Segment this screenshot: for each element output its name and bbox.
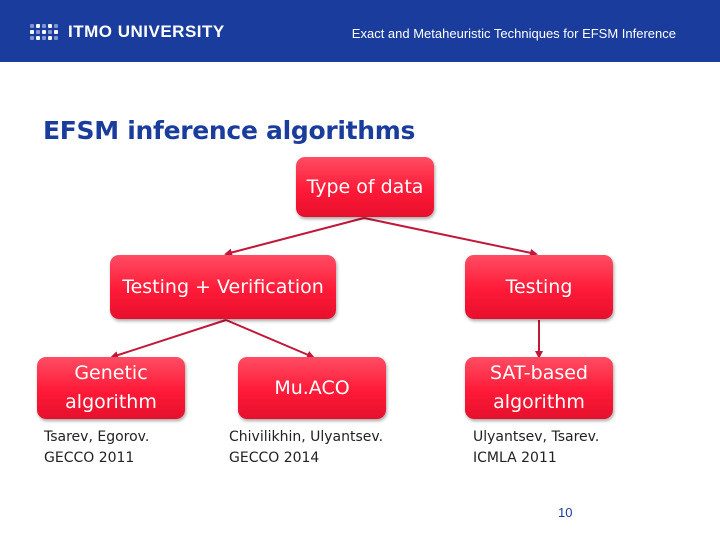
node-muaco: Mu.ACO xyxy=(238,357,386,419)
page-number: 10 xyxy=(558,505,573,520)
reference-sat: Ulyantsev, Tsarev. ICMLA 2011 xyxy=(473,429,600,466)
node-testing: Testing xyxy=(465,255,613,319)
edge-root-testing-verification xyxy=(226,218,364,254)
reference-muaco: Chivilikhin, Ulyantsev. GECCO 2014 xyxy=(229,429,384,466)
slide-title: EFSM inference algorithms xyxy=(43,116,416,145)
node-sat-based-algorithm: SAT-based algorithm xyxy=(465,357,613,419)
edge-testing-verification-muaco xyxy=(226,320,313,357)
node-type-of-data: Type of data xyxy=(296,157,434,217)
logo-text: ITMO UNIVERSITY xyxy=(68,22,225,41)
edge-root-testing xyxy=(364,218,536,254)
reference-genetic: Tsarev, Egorov. GECCO 2011 xyxy=(44,429,150,466)
edge-testing-verification-genetic xyxy=(112,320,226,357)
node-genetic-algorithm: Genetic algorithm xyxy=(37,357,185,419)
node-testing-verification: Testing + Verification xyxy=(110,255,336,319)
presentation-title: Exact and Metaheuristic Techniques for EFSM Inference xyxy=(351,26,676,41)
